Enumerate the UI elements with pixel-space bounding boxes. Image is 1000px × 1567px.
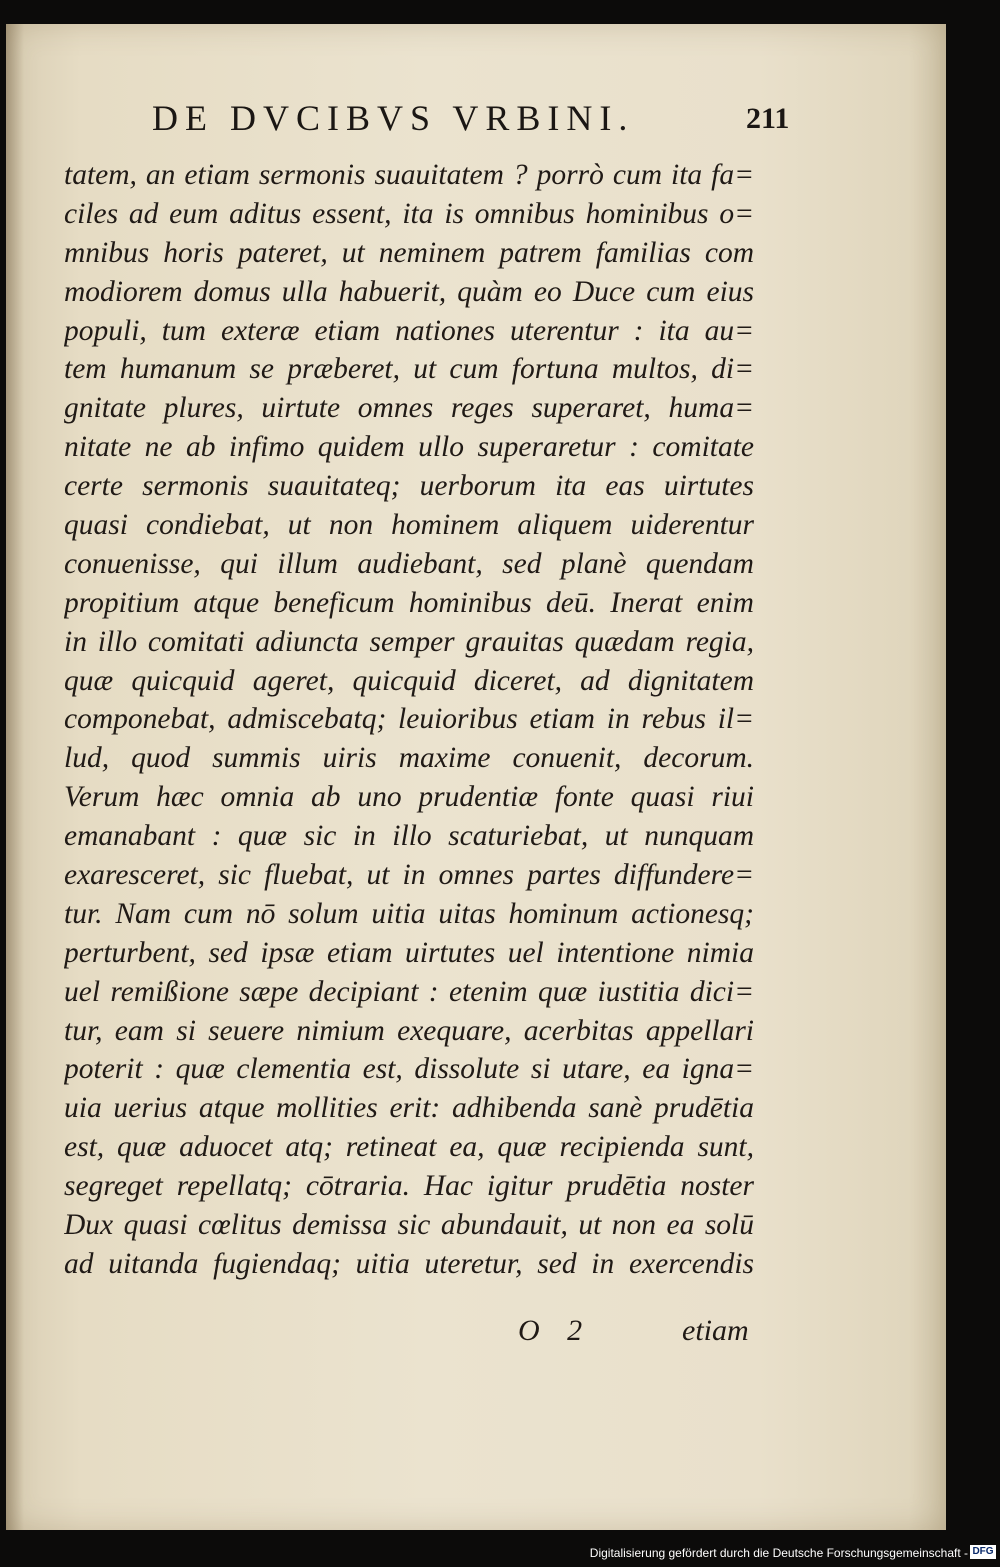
text-line: quasi condiebat, ut non hominem aliquem uiderentur — [64, 509, 754, 542]
text-line: Dux quasi cœlitus demissa sic abundauit, ut non ea solū — [64, 1209, 754, 1242]
text-line: segreget repellatq; cōtraria. Hac igitur prudētia noster — [64, 1170, 754, 1203]
page-gutter-shadow — [6, 24, 24, 1530]
text-line: uia uerius atque mollities erit: adhibenda sanè prudētia — [64, 1092, 754, 1125]
text-line: emanabant : quæ sic in illo scaturiebat, ut nunquam — [64, 820, 754, 853]
text-line: populi, tum exteræ etiam nationes uterentur : ita au= — [64, 314, 754, 347]
digitization-credit: Digitalisierung gefördert durch die Deutsche Forschungsgemeinschaft - — [589, 1546, 968, 1560]
text-line: componebat, admiscebatq; leuioribus etiam in rebus il= — [64, 703, 754, 736]
running-head: DE DVCIBVS VRBINI. — [152, 98, 635, 138]
text-line: lud, quod summis uiris maxime conuenit, decorum. — [64, 742, 754, 775]
text-line: perturbent, sed ipsæ etiam uirtutes uel intentione nimia — [64, 936, 754, 969]
book-page — [6, 24, 946, 1530]
text-line: tatem, an etiam sermonis suauitatem ? porrò cum ita fa= — [64, 159, 754, 191]
page-number: 211 — [746, 102, 790, 135]
text-line: exaresceret, sic fluebat, ut in omnes partes diffundere= — [64, 859, 754, 892]
catchword: etiam — [682, 1314, 749, 1347]
text-line: quæ quicquid ageret, quicquid diceret, ad dignitatem — [64, 664, 754, 697]
signature-mark: O 2 — [518, 1314, 593, 1347]
text-line: modiorem domus ulla habuerit, quàm eo Duce cum eius — [64, 275, 754, 308]
body-text — [64, 156, 754, 1284]
text-line: mnibus horis pateret, ut neminem patrem familias com — [64, 236, 754, 269]
text-line: ad uitanda fugiendaq; uitia uteretur, sed in exercendis — [64, 1247, 754, 1280]
text-line: uel remißione sæpe decipiant : etenim quæ iustitia dici= — [64, 975, 754, 1008]
text-line: Verum hæc omnia ab uno prudentiæ fonte quasi riui — [64, 781, 754, 814]
text-line: poterit : quæ clementia est, dissolute si utare, ea igna= — [64, 1053, 754, 1086]
text-line: propitium atque beneficum hominibus deū. Inerat enim — [64, 586, 754, 619]
text-line: tem humanum se præberet, ut cum fortuna multos, di= — [64, 353, 754, 386]
text-line: tur. Nam cum nō solum uitia uitas hominum actionesq; — [64, 897, 754, 930]
text-line: nitate ne ab infimo quidem ullo superaretur : comitate — [64, 431, 754, 464]
text-line: conuenisse, qui illum audiebant, sed planè quendam — [64, 547, 754, 580]
text-line: est, quæ aduocet atq; retineat ea, quæ recipienda sunt, — [64, 1131, 754, 1164]
text-line: tur, eam si seuere nimium exequare, acerbitas appellari — [64, 1014, 754, 1047]
dfg-logo: DFG — [970, 1545, 996, 1559]
text-line: gnitate plures, uirtute omnes reges superaret, huma= — [64, 392, 754, 425]
text-line: in illo comitati adiuncta semper grauitas quædam regia, — [64, 625, 754, 658]
text-line: ciles ad eum aditus essent, ita is omnibus hominibus o= — [64, 197, 754, 230]
text-line: certe sermonis suauitateq; uerborum ita eas uirtutes — [64, 470, 754, 503]
